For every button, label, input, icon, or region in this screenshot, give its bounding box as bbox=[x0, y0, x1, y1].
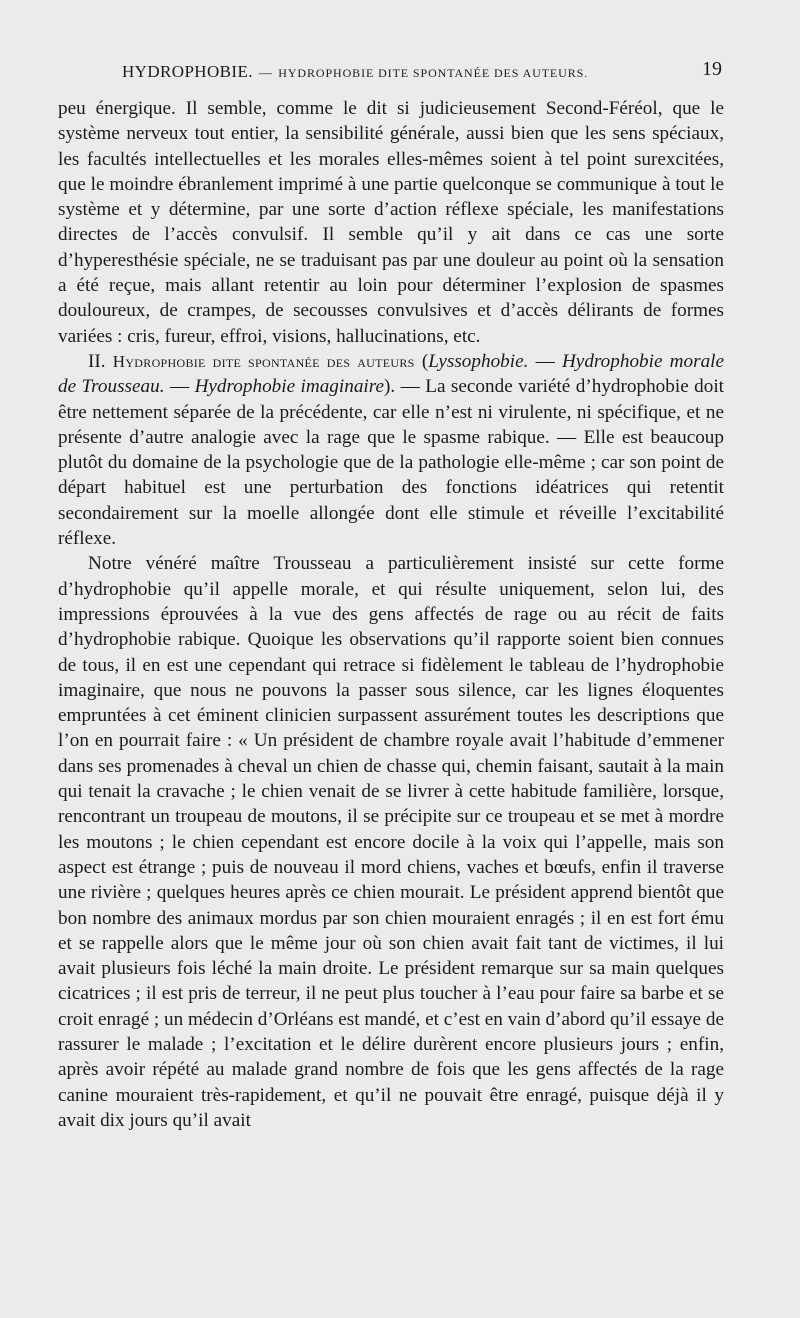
open-paren: ( bbox=[421, 350, 429, 372]
alt-name-morale: Hydrophobie morale de Trousseau. bbox=[58, 350, 725, 398]
section-numeral: II. bbox=[88, 350, 106, 372]
paragraph-2-text: — La seconde variété d’hydrophobie doit être nettement séparée de la précédente, car elle n’est ni virulente, ni spécifique, et ne présente d’autre analogie avec la rage que le spasme rabique. — Elle est beaucoup plutôt du domaine de la psychologie que de la pathologie elle-même ; car son point de départ habituel est une perturbation des fonctions idéatrices qui retentit secondairement sur la moelle allongée dont elle stimule et réveille l’excitabilité réflexe. bbox=[58, 376, 724, 550]
page-number: 19 bbox=[702, 58, 722, 80]
alt-name-lyssophobie: Lyssophobie. bbox=[428, 350, 529, 372]
dash-2: — bbox=[164, 376, 195, 398]
paragraph-2 bbox=[58, 349, 724, 551]
alt-name-imaginaire: Hydrophobie imaginaire bbox=[194, 376, 385, 398]
body-text bbox=[58, 96, 724, 1133]
section-heading: Hydrophobie dite spontanée des auteurs bbox=[112, 351, 415, 371]
running-title-main: HYDROPHOBIE. bbox=[122, 62, 253, 81]
section-title: HYDROPHOBIE DITE SPONTANÉE DES AUTEURS. bbox=[278, 66, 589, 80]
dash-1: — bbox=[528, 350, 562, 372]
paragraph-3: Notre vénéré maître Trousseau a particulièrement insisté sur cette forme d’hydrophobie qu’il appelle morale, et qui résulte uniquement, selon lui, des impressions éprouvées à la vue des gens affectés de rage ou au récit de faits d’hydrophobie rabique. Quoique les observations qu’il rapporte soient bien connues de tous, il en est une cependant qui retrace si fidèlement le tableau de l’hydrophobie imaginaire, que nous ne pouvons la passer sous silence, car les lignes éloquentes empruntées à cet éminent clinicien surpassent assurément toutes les descriptions que l’on en pourrait faire : « Un président de chambre royale avait l’habitude d’emmener dans ses promenades à cheval un chien de chasse qui, chemin faisant, sautait à la main qui tenait la cravache ; le chien venait de se livrer à cette habitude familière, lorsque, rencontrant un troupeau de moutons, il se précipite sur ce troupeau et se met à mordre les moutons ; le chien cependant est encore docile à la voix qui l’appelle, mais son aspect est étrange ; puis de nouveau il mord chiens, vaches et bœufs, enfin il traverse une rivière ; quelques heures après ce chien mourait. Le président apprend bientôt que bon nombre des animaux mordus par son chien mouraient enragés ; il en est fort ému et se rappelle alors que le même jour où son chien avait fait tant de victimes, il lui avait plusieurs fois léché la main droite. Le président remarque sur sa main quelques cicatrices ; il est pris de terreur, il ne peut plus toucher à l’eau pour faire sa barbe et se croit enragé ; un médecin d’Orléans est mandé, et c’est en vain d’abord qu’il essaye de rassurer le malade ; l’excitation et le délire durèrent encore plusieurs jours ; enfin, après avoir répété au malade grand nombre de fois que les gens affectés de la rage canine mouraient très-rapidement, et qu’il ne pouvait être enragé, puisque déjà il y avait dix jours qu’il avait bbox=[58, 553, 724, 1131]
page-header bbox=[122, 58, 722, 88]
running-title bbox=[122, 62, 588, 82]
close-paren: ). bbox=[384, 376, 396, 398]
paragraph-1: peu énergique. Il semble, comme le dit si judicieusement Second-Féréol, que le système nerveux tout entier, la sensibilité générale, aussi bien que les sens spéciaux, les facultés intellectuelles et les morales elles-mêmes soient à tel point surexcitées, que le moindre ébranlement imprimé à une partie quelconque se communique à tout le système et y détermine, par une sorte d’action réflexe spéciale, les manifestations directes de l’accès convulsif. Il semble qu’il y ait dans ce cas une sorte d’hyperesthésie spéciale, ne se traduisant pas par une douleur au point où la sensation a été reçue, mais allant retentir au loin pour déterminer l’explosion de spasmes douloureux, de crampes, de secousses convulsives et d’accès délirants de formes variées : cris, fureur, effroi, visions, hallucinations, etc. bbox=[58, 98, 724, 347]
running-title-separator: — bbox=[258, 65, 273, 80]
